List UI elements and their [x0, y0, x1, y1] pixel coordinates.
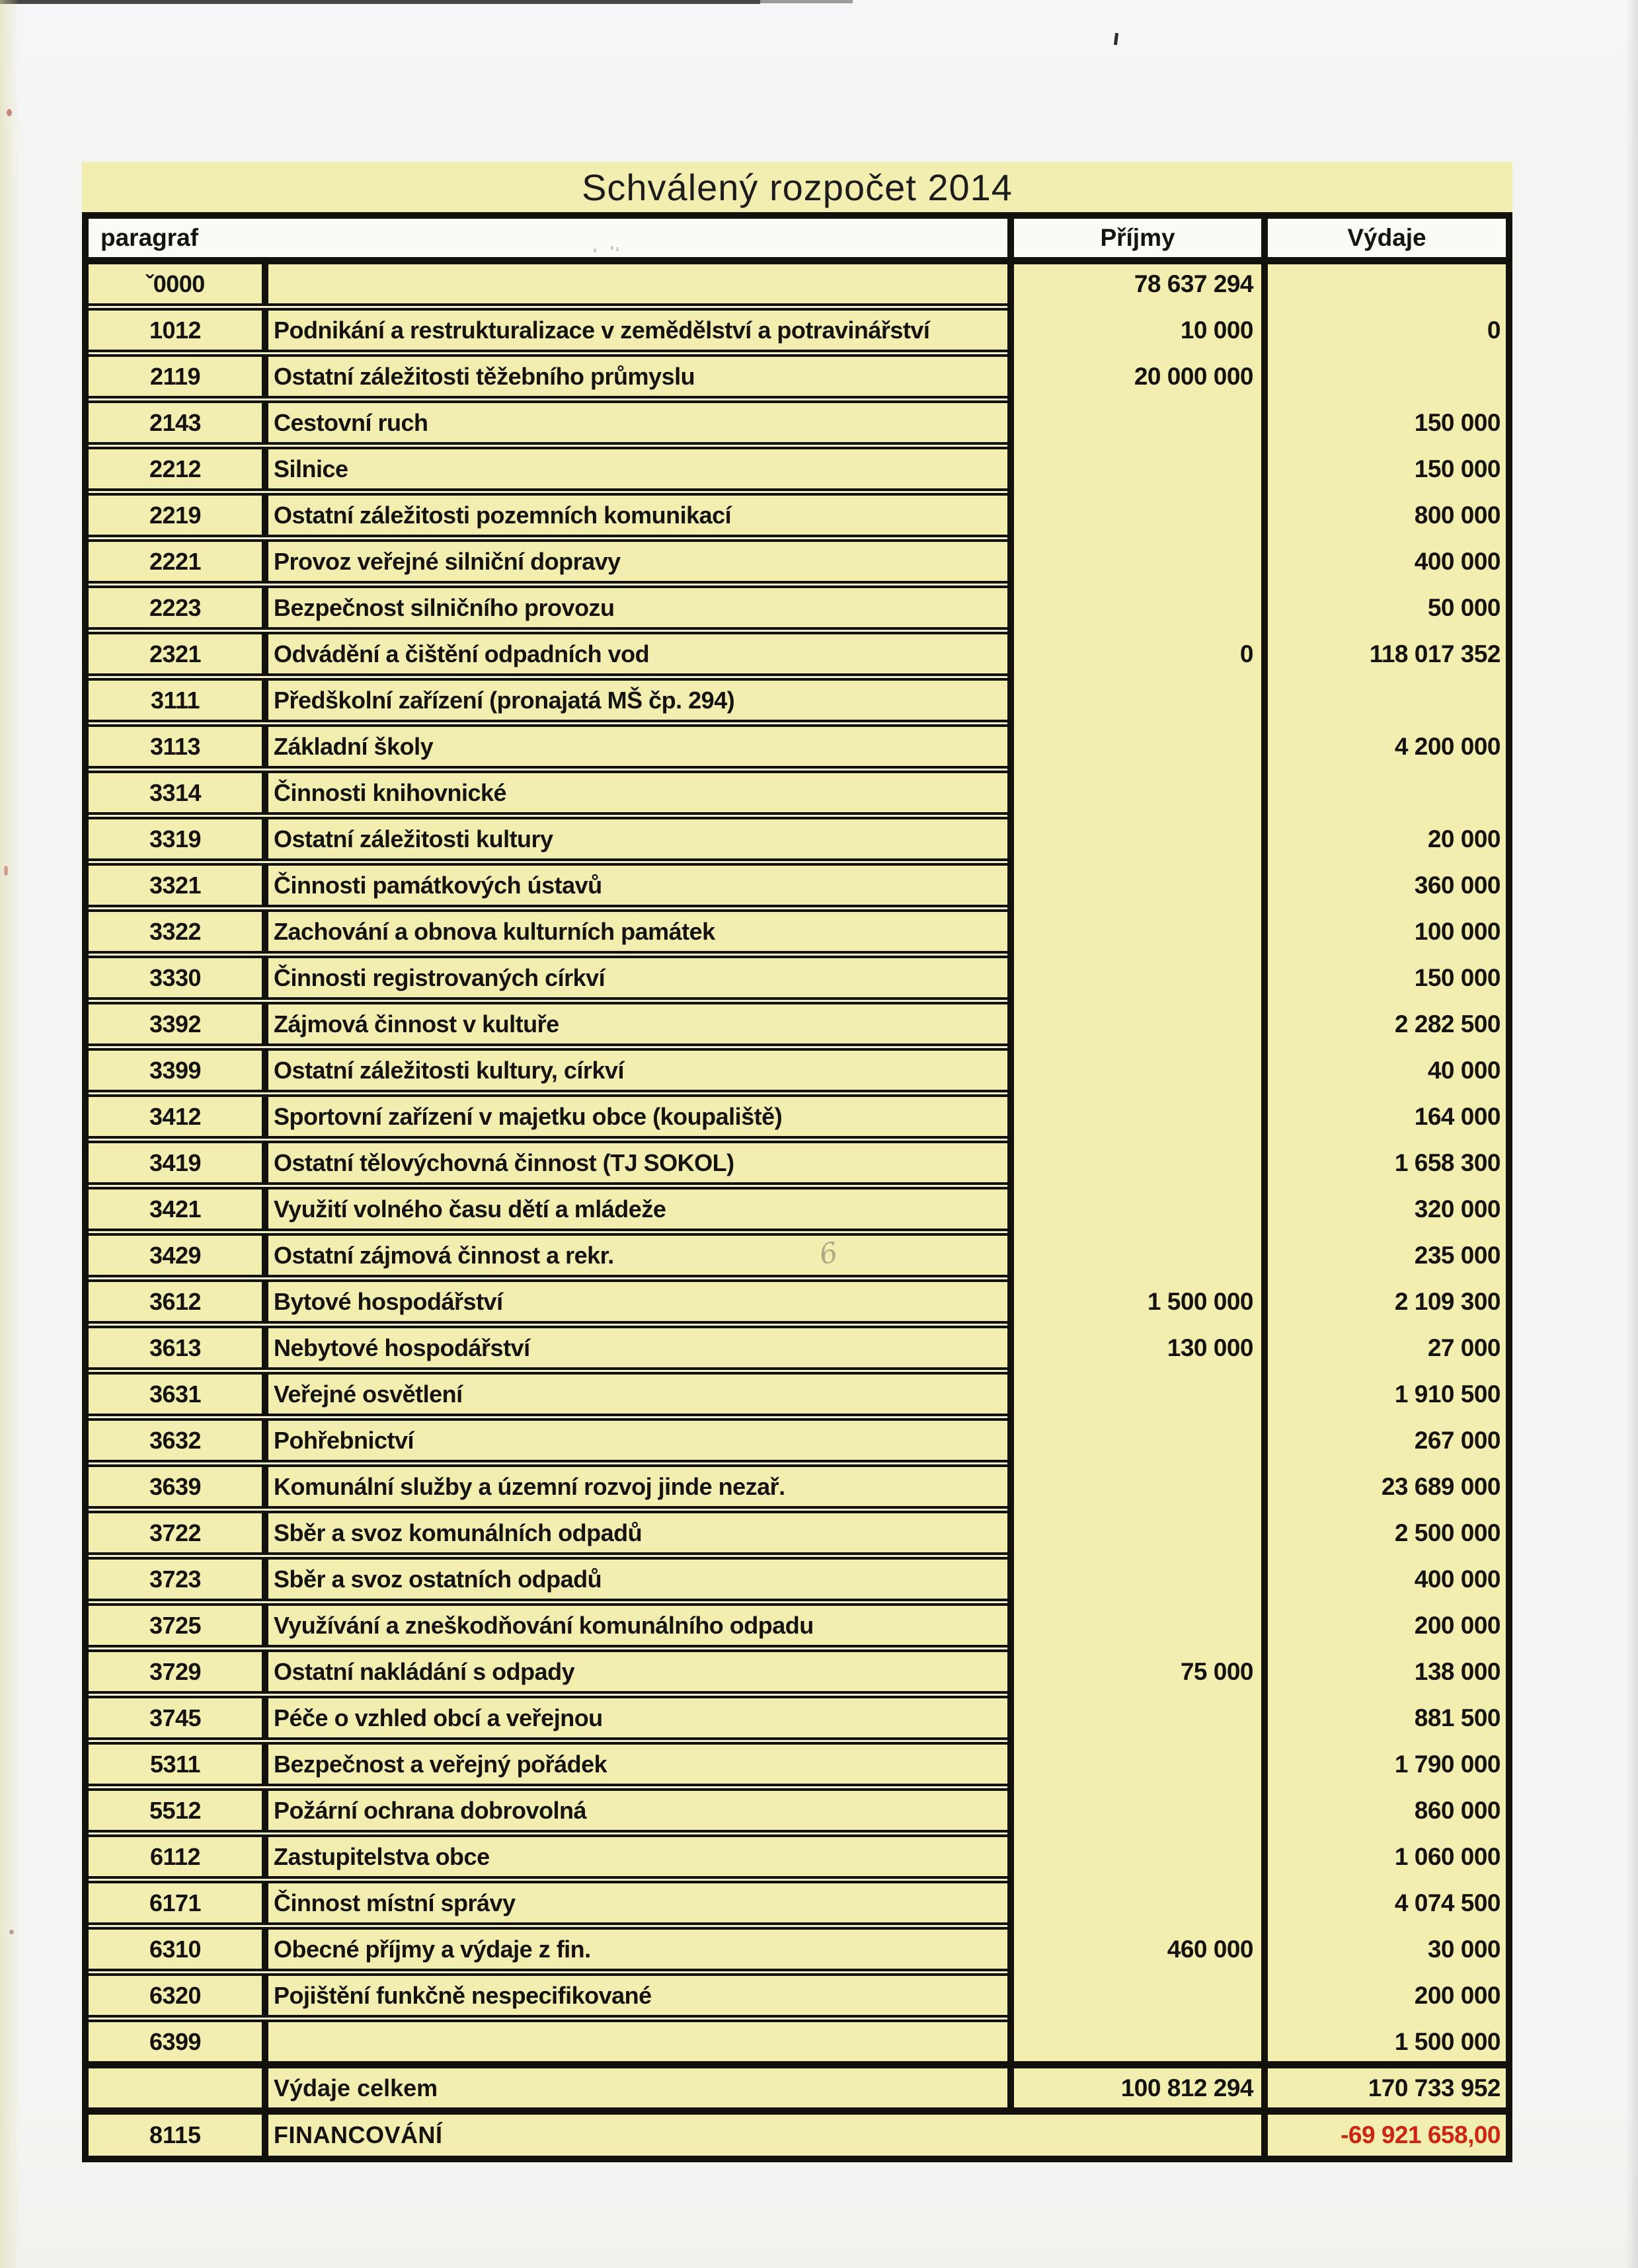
description-cell: Činnosti památkových ústavů — [274, 872, 602, 899]
row-separator — [89, 1506, 1007, 1513]
table-row — [89, 449, 1007, 496]
financing-label: FINANCOVÁNÍ — [274, 2121, 443, 2148]
vydaje-value: 200 000 — [1414, 1982, 1501, 2009]
table-row — [89, 1606, 1007, 1652]
vydaje-value: 2 109 300 — [1394, 1288, 1501, 1315]
table-row — [89, 1745, 1007, 1791]
vydaje-value: 4 074 500 — [1394, 1889, 1501, 1916]
vydaje-value: 1 060 000 — [1394, 1843, 1501, 1870]
row-separator — [89, 1321, 1007, 1328]
description-cell: Komunální služby a územní rozvoj jinde nezař. — [274, 1473, 785, 1500]
table-row — [89, 1560, 1007, 1606]
paragraf-cell: 1012 — [89, 311, 268, 350]
vydaje-value: 150 000 — [1414, 964, 1501, 991]
description-cell: Nebytové hospodářství — [274, 1334, 530, 1361]
table-row — [89, 542, 1007, 588]
description-cell: Sběr a svoz komunálních odpadů — [274, 1519, 643, 1546]
financing-paragraf: 8115 — [149, 2121, 202, 2148]
table-row — [89, 1236, 1007, 1282]
table-row — [89, 496, 1007, 542]
row-separator — [89, 2015, 1007, 2022]
row-separator — [89, 1876, 1007, 1883]
paragraf-cell: 3725 — [89, 1606, 268, 1645]
paper-right-shade — [1626, 0, 1638, 2268]
table-row — [89, 681, 1007, 727]
header-paragraf: paragraf — [100, 224, 199, 251]
paragraf-cell: 3111 — [89, 681, 268, 720]
paragraf-cell: 3429 — [89, 1236, 268, 1275]
row-separator — [89, 1367, 1007, 1375]
vydaje-column — [1261, 264, 1506, 2156]
row-separator — [89, 720, 1007, 727]
row-separator — [89, 1691, 1007, 1698]
vydaje-value: 1 658 300 — [1394, 1149, 1501, 1176]
description-cell: Cestovní ruch — [274, 409, 428, 436]
totals-paragraf-divider — [262, 2068, 268, 2107]
financing-paragraf-divider — [262, 2115, 268, 2156]
paragraf-cell: 3330 — [89, 958, 268, 997]
page-title: Schválený rozpočet 2014 — [582, 167, 1013, 208]
paragraf-cell: 3723 — [89, 1560, 268, 1599]
vydaje-value: 4 200 000 — [1394, 733, 1501, 760]
vydaje-value: 2 282 500 — [1394, 1010, 1501, 1038]
paragraf-cell: ˇ0000 — [89, 264, 268, 303]
vydaje-value: 23 689 000 — [1381, 1473, 1501, 1500]
paragraf-cell: 3113 — [89, 727, 268, 766]
description-cell: Silnice — [274, 455, 348, 482]
description-cell: Pohřebnictví — [274, 1427, 414, 1454]
table-row — [89, 357, 1007, 403]
row-separator — [89, 1414, 1007, 1421]
row-separator — [89, 1784, 1007, 1791]
vydaje-value: 235 000 — [1414, 1242, 1501, 1269]
row-separator — [89, 581, 1007, 588]
paragraf-cell: 3392 — [89, 1004, 268, 1043]
paragraf-cell: 3419 — [89, 1143, 268, 1182]
row-separator — [89, 1552, 1007, 1560]
header-vydaje: Výdaje — [1261, 219, 1506, 257]
scanner-edge-left — [0, 0, 20, 2268]
paragraf-cell: 3421 — [89, 1190, 268, 1228]
row-separator — [89, 951, 1007, 958]
paragraf-cell: 3632 — [89, 1421, 268, 1460]
scanner-edge-top-dark — [0, 0, 760, 4]
table-row — [89, 1004, 1007, 1051]
totals-vydaje-value: 170 733 952 — [1368, 2074, 1501, 2101]
header-prijmy: Příjmy — [1007, 219, 1261, 257]
description-cell: Činnost místní správy — [274, 1889, 516, 1916]
scanner-edge-top-light — [760, 0, 853, 3]
paragraf-cell: 2143 — [89, 403, 268, 442]
vydaje-value: 50 000 — [1427, 594, 1501, 621]
row-separator — [89, 1228, 1007, 1236]
table-row — [89, 1930, 1007, 1976]
description-cell: Činnosti knihovnické — [274, 779, 507, 806]
table-row — [89, 727, 1007, 773]
row-separator — [89, 350, 1007, 357]
paragraf-cell: 6112 — [89, 1837, 268, 1876]
table-row — [89, 1421, 1007, 1467]
paragraf-cell: 3399 — [89, 1051, 268, 1090]
vydaje-value: 800 000 — [1414, 502, 1501, 529]
vydaje-value: 2 500 000 — [1394, 1519, 1501, 1546]
vydaje-value: 267 000 — [1414, 1427, 1501, 1454]
vydaje-value: 27 000 — [1427, 1334, 1501, 1361]
row-separator — [89, 1275, 1007, 1282]
description-cell: Ostatní tělovýchovná činnost (TJ SOKOL) — [274, 1149, 734, 1176]
description-cell: Ostatní zájmová činnost a rekr. — [274, 1242, 614, 1269]
description-cell: Ostatní záležitosti kultury, církví — [274, 1057, 624, 1084]
prijmy-value: 460 000 — [1167, 1936, 1253, 1963]
totals-top-border — [89, 2061, 1506, 2068]
vydaje-value: 881 500 — [1414, 1704, 1501, 1731]
table-row — [89, 1976, 1007, 2022]
paragraf-cell: 3722 — [89, 1513, 268, 1552]
description-cell: Bezpečnost a veřejný pořádek — [274, 1751, 607, 1778]
paragraf-cell: 5311 — [89, 1745, 268, 1784]
table-row — [89, 1513, 1007, 1560]
description-cell: Bezpečnost silničního provozu — [274, 594, 615, 621]
prijmy-value: 130 000 — [1167, 1334, 1253, 1361]
rows-left-zone — [89, 264, 1007, 2068]
paragraf-cell: 3612 — [89, 1282, 268, 1321]
pen-mark: 6 — [816, 1235, 841, 1271]
vydaje-value: 320 000 — [1414, 1195, 1501, 1223]
description-cell: Zastupitelstva obce — [274, 1843, 490, 1870]
description-cell: Činnosti registrovaných církví — [274, 964, 605, 991]
vydaje-value: 40 000 — [1427, 1057, 1501, 1084]
paragraf-cell: 6310 — [89, 1930, 268, 1969]
table-row — [89, 1190, 1007, 1236]
paragraf-cell: 3729 — [89, 1652, 268, 1691]
row-separator — [89, 1090, 1007, 1097]
table-row — [89, 1143, 1007, 1190]
vydaje-value: 100 000 — [1414, 918, 1501, 945]
paragraf-cell: 6171 — [89, 1883, 268, 1922]
table-row — [89, 912, 1007, 958]
table-row — [89, 311, 1007, 357]
paragraf-cell: 2223 — [89, 588, 268, 627]
table-row — [89, 264, 1007, 311]
row-separator — [89, 997, 1007, 1004]
table-row — [89, 634, 1007, 681]
vydaje-value: 1 500 000 — [1394, 2028, 1501, 2055]
vydaje-value: 150 000 — [1414, 455, 1501, 482]
totals-prijmy-value: 100 812 294 — [1120, 2074, 1253, 2101]
paragraf-cell: 2212 — [89, 449, 268, 488]
vydaje-value: 400 000 — [1414, 548, 1501, 575]
paragraf-cell: 2219 — [89, 496, 268, 535]
row-separator — [89, 1645, 1007, 1652]
paragraf-cell: 3639 — [89, 1467, 268, 1506]
paragraf-cell: 3412 — [89, 1097, 268, 1136]
row-separator — [89, 303, 1007, 311]
table-row — [89, 773, 1007, 819]
scan-speck — [9, 1930, 14, 1934]
table-row — [89, 866, 1007, 912]
description-cell — [268, 264, 1007, 303]
paragraf-cell: 3321 — [89, 866, 268, 905]
table-row — [89, 1883, 1007, 1930]
financing-top-border — [89, 2107, 1506, 2115]
description-cell: Požární ochrana dobrovolná — [274, 1797, 587, 1824]
header-bottom-border — [89, 257, 1506, 264]
row-separator — [89, 1182, 1007, 1190]
table-row — [89, 819, 1007, 866]
row-separator — [89, 1043, 1007, 1051]
description-cell: Pojištění funkčně nespecifikované — [274, 1982, 652, 2009]
vydaje-value: 150 000 — [1414, 409, 1501, 436]
vydaje-value: 138 000 — [1414, 1658, 1501, 1685]
description-cell: Ostatní záležitosti kultury — [274, 825, 553, 852]
table-row — [89, 1097, 1007, 1143]
description-cell: Zachování a obnova kulturních památek — [274, 918, 715, 945]
totals-label: Výdaje celkem — [274, 2074, 438, 2101]
paragraf-cell: 3319 — [89, 819, 268, 858]
table-row — [89, 1652, 1007, 1698]
paragraf-cell: 3613 — [89, 1328, 268, 1367]
table-row — [89, 958, 1007, 1004]
vydaje-value: 20 000 — [1427, 825, 1501, 852]
paragraf-cell: 2119 — [89, 357, 268, 396]
vydaje-value: 30 000 — [1427, 1936, 1501, 1963]
description-cell: Sběr a svoz ostatních odpadů — [274, 1566, 602, 1593]
paragraf-cell: 3631 — [89, 1375, 268, 1414]
prijmy-value: 10 000 — [1180, 317, 1253, 344]
vydaje-value: 1 790 000 — [1394, 1751, 1501, 1778]
row-separator — [89, 1136, 1007, 1143]
row-separator — [89, 812, 1007, 819]
paragraf-cell: 3745 — [89, 1698, 268, 1737]
description-cell: Ostatní nakládání s odpady — [274, 1658, 575, 1685]
row-separator — [89, 858, 1007, 866]
vydaje-value: 118 017 352 — [1369, 640, 1501, 667]
paragraf-cell: 5512 — [89, 1791, 268, 1830]
description-cell: Základní školy — [274, 733, 434, 760]
row-separator — [89, 673, 1007, 681]
table-row — [89, 1375, 1007, 1421]
row-separator — [89, 396, 1007, 403]
prijmy-value: 0 — [1239, 640, 1253, 667]
row-separator — [89, 1922, 1007, 1930]
row-separator — [89, 1969, 1007, 1976]
header-smudge — [594, 248, 596, 252]
row-separator — [89, 488, 1007, 496]
paragraf-cell: 6399 — [89, 2022, 268, 2061]
description-cell: Bytové hospodářství — [274, 1288, 503, 1315]
table-row — [89, 1051, 1007, 1097]
row-separator — [89, 1737, 1007, 1745]
vydaje-value: 860 000 — [1414, 1797, 1501, 1824]
vydaje-value: 1 910 500 — [1394, 1380, 1501, 1408]
description-cell: Obecné příjmy a výdaje z fin. — [274, 1936, 591, 1963]
vydaje-value: 400 000 — [1414, 1566, 1501, 1593]
table-header-row — [89, 219, 1506, 257]
row-separator — [89, 766, 1007, 773]
vydaje-value: 360 000 — [1414, 872, 1501, 899]
row-separator — [89, 905, 1007, 912]
table-row — [89, 1328, 1007, 1375]
prijmy-value: 75 000 — [1180, 1658, 1253, 1685]
paragraf-cell: 2221 — [89, 542, 268, 581]
title-band — [82, 162, 1512, 212]
description-cell: Předškolní zařízení (pronajatá MŠ čp. 294) — [274, 687, 735, 714]
row-separator — [89, 442, 1007, 449]
scan-speck — [4, 866, 8, 876]
description-cell: Podnikání a restrukturalizace v zemědělství a potravinářství — [274, 317, 930, 344]
table-row — [89, 1282, 1007, 1328]
description-cell: Ostatní záležitosti pozemních komunikací — [274, 502, 732, 529]
table-row — [89, 403, 1007, 449]
table-row — [89, 1467, 1007, 1513]
row-separator — [89, 1460, 1007, 1467]
budget-table — [82, 212, 1512, 2162]
description-cell: Veřejné osvětlení — [274, 1380, 463, 1408]
prijmy-value: 78 637 294 — [1134, 270, 1253, 297]
paragraf-cell: 2321 — [89, 634, 268, 673]
vydaje-value: 200 000 — [1414, 1612, 1501, 1639]
prijmy-value: 1 500 000 — [1147, 1288, 1253, 1315]
vydaje-value: 164 000 — [1414, 1103, 1501, 1130]
description-cell: Využití volného času dětí a mládeže — [274, 1195, 666, 1223]
vydaje-value: 0 — [1487, 317, 1501, 344]
row-separator — [89, 1830, 1007, 1837]
description-cell: Sportovní zařízení v majetku obce (koupaliště) — [274, 1103, 783, 1130]
scan-ink-tick — [1114, 33, 1118, 45]
description-cell: Péče o vzhled obcí a veřejnou — [274, 1704, 603, 1731]
description-cell: Provoz veřejné silniční dopravy — [274, 548, 621, 575]
description-cell: Ostatní záležitosti těžebního průmyslu — [274, 363, 695, 390]
paragraf-cell: 6320 — [89, 1976, 268, 2015]
description-cell — [268, 2022, 1007, 2061]
financing-vydaje-value: -69 921 658,00 — [1341, 2121, 1501, 2148]
paragraf-cell: 3314 — [89, 773, 268, 812]
description-cell: Zájmová činnost v kultuře — [274, 1010, 559, 1038]
table-row — [89, 588, 1007, 634]
table-row — [89, 1791, 1007, 1837]
description-cell: Odvádění a čištění odpadních vod — [274, 640, 650, 667]
table-row — [89, 1837, 1007, 1883]
row-separator — [89, 627, 1007, 634]
description-cell: Využívání a zneškodňování komunálního odpadu — [274, 1612, 814, 1639]
paragraf-cell: 3322 — [89, 912, 268, 951]
prijmy-value: 20 000 000 — [1134, 363, 1253, 390]
table-row — [89, 1698, 1007, 1745]
row-separator — [89, 1599, 1007, 1606]
scan-speck — [7, 109, 12, 116]
prijmy-column — [1007, 264, 1261, 2115]
row-separator — [89, 535, 1007, 542]
